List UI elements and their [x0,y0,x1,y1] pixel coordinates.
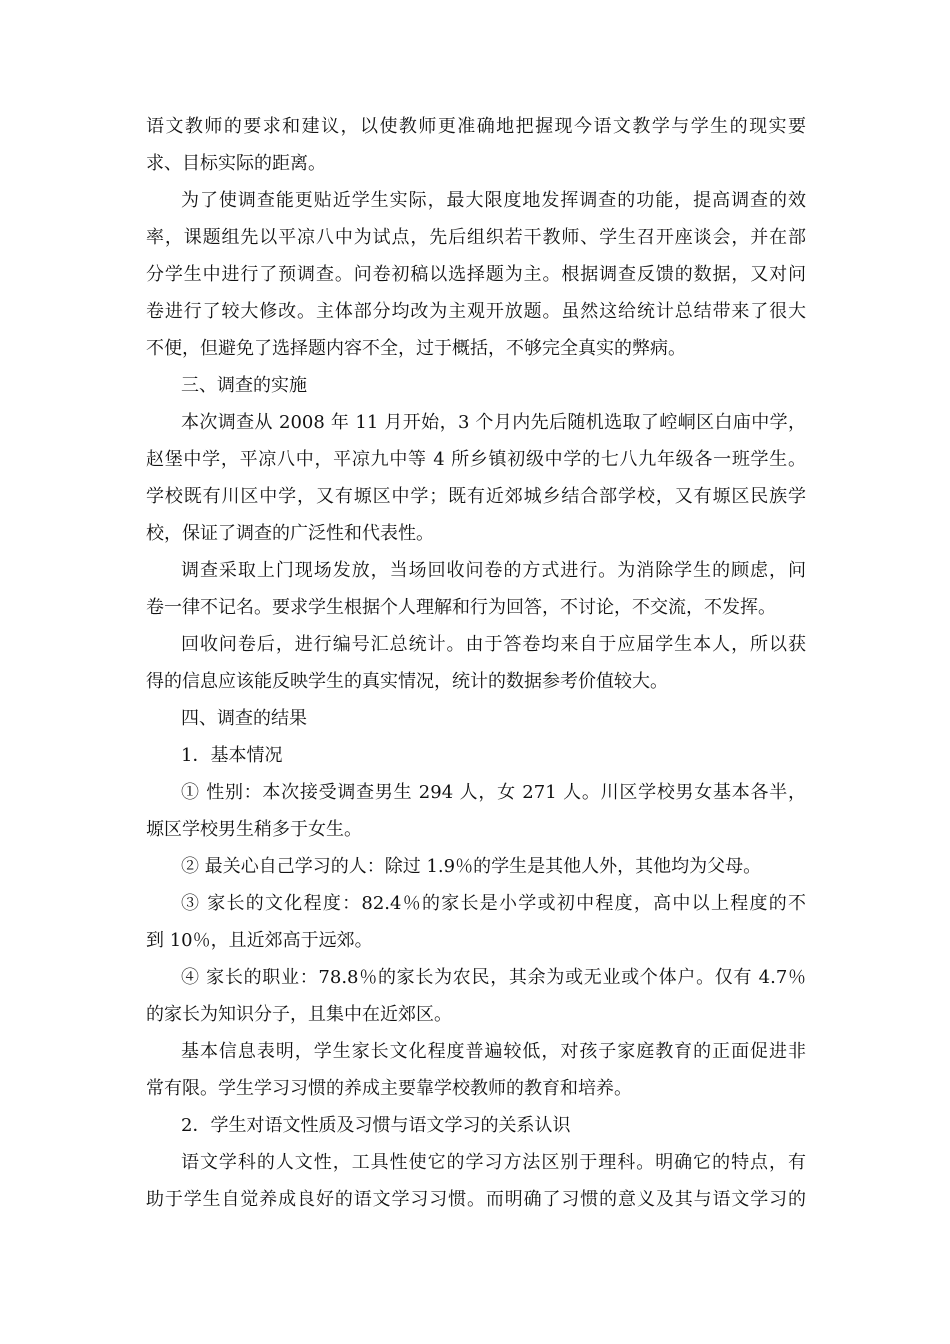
list-item-line: ④ 家长的职业：78.8％的家长为农民，其余为或无业或个体户。仅有 4.7％ [181,967,806,988]
text-line: 校，保证了调查的广泛性和代表性。 [146,523,434,544]
text-line: 常有限。学生学习习惯的养成主要靠学校教师的教育和培养。 [146,1078,632,1099]
text-line: 求、目标实际的距离。 [146,153,326,174]
text-line: 助于学生自觉养成良好的语文学习习惯。而明确了习惯的意义及其与语文学习的 [146,1189,806,1210]
text-line: 分学生中进行了预调查。问卷初稿以选择题为主。根据调查反馈的数据，又对问 [146,264,806,285]
subsection-heading: 1．基本情况 [181,745,283,766]
paragraph-start-line: 基本信息表明，学生家长文化程度普遍较低，对孩子家庭教育的正面促进非 [181,1041,806,1062]
text-line: 学校既有川区中学，又有塬区中学；既有近郊城乡结合部学校，又有塬区民族学 [146,486,806,507]
list-item-line: ③ 家长的文化程度：82.4％的家长是小学或初中程度，高中以上程度的不 [181,893,806,914]
text-line: 率，课题组先以平凉八中为试点，先后组织若干教师、学生召开座谈会，并在部 [146,227,806,248]
paragraph-start-line: 语文学科的人文性，工具性使它的学习方法区别于理科。明确它的特点，有 [181,1152,806,1173]
paragraph-start-line: 为了使调查能更贴近学生实际，最大限度地发挥调查的功能，提高调查的效 [181,190,806,211]
text-line: 卷一律不记名。要求学生根据个人理解和行为回答，不讨论，不交流，不发挥。 [146,597,776,618]
list-item-line: ① 性别：本次接受调查男生 294 人，女 271 人。川区学校男女基本各半， [181,782,806,803]
text-line: 塬区学校男生稍多于女生。 [146,819,362,840]
paragraph-start-line: 回收问卷后，进行编号汇总统计。由于答卷均来自于应届学生本人，所以获 [181,634,806,655]
list-item-line: ② 最关心自己学习的人：除过 1.9％的学生是其他人外，其他均为父母。 [181,856,762,877]
text-line: 赵堡中学，平凉八中，平凉九中等 4 所乡镇初级中学的七八九年级各一班学生。 [146,449,806,470]
text-line: 语文教师的要求和建议，以使教师更准确地把握现今语文教学与学生的现实要 [146,116,806,137]
paragraph-start-line: 本次调查从 2008 年 11 月开始，3 个月内先后随机选取了崆峒区白庙中学， [181,412,806,433]
text-line: 卷进行了较大修改。主体部分均改为主观开放题。虽然这给统计总结带来了很大 [146,301,806,322]
text-line: 得的信息应该能反映学生的真实情况，统计的数据参考价值较大。 [146,671,668,692]
section-heading: 三、调查的实施 [181,375,307,396]
text-line: 到 10％，且近郊高于远郊。 [146,930,373,951]
text-line: 的家长为知识分子，且集中在近郊区。 [146,1004,452,1025]
paragraph-start-line: 调查采取上门现场发放，当场回收问卷的方式进行。为消除学生的顾虑，问 [181,560,806,581]
subsection-heading: 2．学生对语文性质及习惯与语文学习的关系认识 [181,1115,571,1136]
section-heading: 四、调查的结果 [181,708,307,729]
text-line: 不便，但避免了选择题内容不全，过于概括，不够完全真实的弊病。 [146,338,686,359]
